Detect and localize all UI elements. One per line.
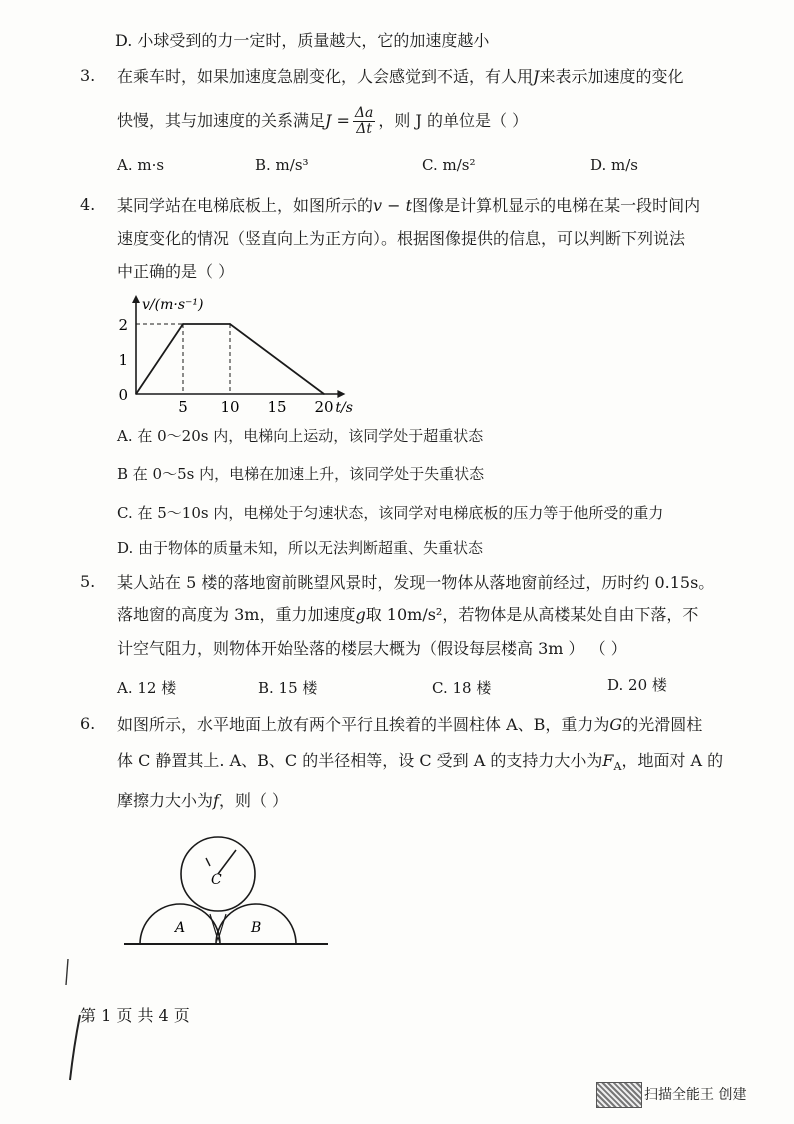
x-tick-10: 10: [220, 398, 240, 416]
q3-option-b: B. m/s³: [255, 156, 309, 174]
q3-fraction: $\frac{\Delta a}{\Delta t}$: [354, 105, 374, 137]
radius-line: [218, 850, 236, 874]
q5-option-a: A. 12 楼: [117, 679, 177, 697]
q3-line1: 在乘车时，如果加速度急剧变化，人会感觉到不适，有人用J来表示加速度的变化: [117, 67, 684, 86]
tick-mark: [206, 858, 210, 866]
q4-line2: 速度变化的情况（竖直向上为正方向）。根据图像提供的信息，可以判断下列说法: [117, 229, 686, 248]
q5-option-d: D. 20 楼: [607, 676, 667, 694]
q6-line3: 摩擦力大小为f，则（ ）: [117, 791, 289, 810]
q3-number: 3.: [80, 66, 96, 85]
y-tick-2: 2: [118, 316, 128, 334]
q6-number: 6.: [80, 714, 96, 733]
y-tick-1: 1: [118, 351, 128, 369]
label-a: A: [175, 920, 186, 936]
x-axis-label: t/s: [335, 400, 353, 416]
q4-option-a: A. 在 0～20s 内，电梯向上运动，该同学处于超重状态: [117, 427, 484, 445]
q4-option-c: C. 在 5～10s 内，电梯处于匀速状态，该同学对电梯底板的压力等于他所受的重力: [117, 504, 664, 522]
x-tick-20: 20: [314, 398, 334, 416]
x-tick-15: 15: [267, 398, 287, 416]
q4-line1: 某同学站在电梯底板上，如图所示的v − t图像是计算机显示的电梯在某一段时间内: [117, 196, 701, 215]
cylinders-diagram: [120, 828, 335, 950]
q6-line1: 如图所示，水平地面上放有两个平行且挨着的半圆柱体 A、B，重力为G的光滑圆柱: [117, 715, 703, 734]
data-point-3: [323, 393, 325, 395]
label-c: C: [211, 872, 222, 888]
q3-option-d: D. m/s: [590, 156, 639, 174]
q5-line2: 落地窗的高度为 3m，重力加速度g取 10m/s²，若物体是从高楼某处自由下落，不: [117, 605, 699, 624]
q4-option-d: D. 由于物体的质量未知，所以无法判断超重、失重状态: [117, 539, 484, 557]
q2-option-d: D. 小球受到的力一定时，质量越大，它的加速度越小: [115, 31, 490, 50]
q5-number: 5.: [80, 572, 96, 591]
y-axis-arrow: [132, 295, 140, 303]
q3-option-c: C. m/s²: [422, 156, 476, 174]
q6-line2: 体 C 静置其上. A、B、C 的半径相等，设 C 受到 A 的支持力大小为$F_A$，地面对 A 的: [117, 751, 724, 774]
data-point-0: [135, 393, 137, 395]
page-footer: 第 1 页 共 4 页: [80, 1006, 190, 1025]
data-point-1: [182, 323, 184, 325]
q5-option-c: C. 18 楼: [432, 679, 492, 697]
q4-option-b: B 在 0～5s 内，电梯在加速上升，该同学处于失重状态: [117, 465, 485, 483]
y-tick-0: 0: [118, 386, 128, 404]
data-point-2: [229, 323, 231, 325]
camscanner-logo: [596, 1082, 642, 1108]
q4-line3: 中正确的是（ ）: [117, 262, 235, 281]
q3-option-a: A. m·s: [117, 156, 165, 174]
q5-option-b: B. 15 楼: [258, 679, 318, 697]
x-tick-5: 5: [178, 398, 188, 416]
vt-chart: [110, 290, 360, 420]
q5-line1: 某人站在 5 楼的落地窗前眺望风景时，发现一物体从落地窗前经过，历时约 0.15s。: [117, 573, 715, 592]
q3-line2: 快慢，其与加速度的关系满足J = $\frac{\Delta a}{\Delta t}$ ，则 J 的单位是（ ）: [117, 105, 529, 137]
q4-number: 4.: [80, 195, 96, 214]
gap-wedge: [210, 914, 226, 940]
label-b: B: [251, 920, 262, 936]
y-axis-label: v/(m·s⁻¹): [142, 297, 204, 313]
scanner-watermark: 扫描全能王 创建: [644, 1087, 747, 1103]
q5-line3: 计空气阻力，则物体开始坠落的楼层大概为（假设每层楼高 3m ） （ ）: [117, 639, 627, 658]
x-axis-arrow: [337, 390, 345, 398]
